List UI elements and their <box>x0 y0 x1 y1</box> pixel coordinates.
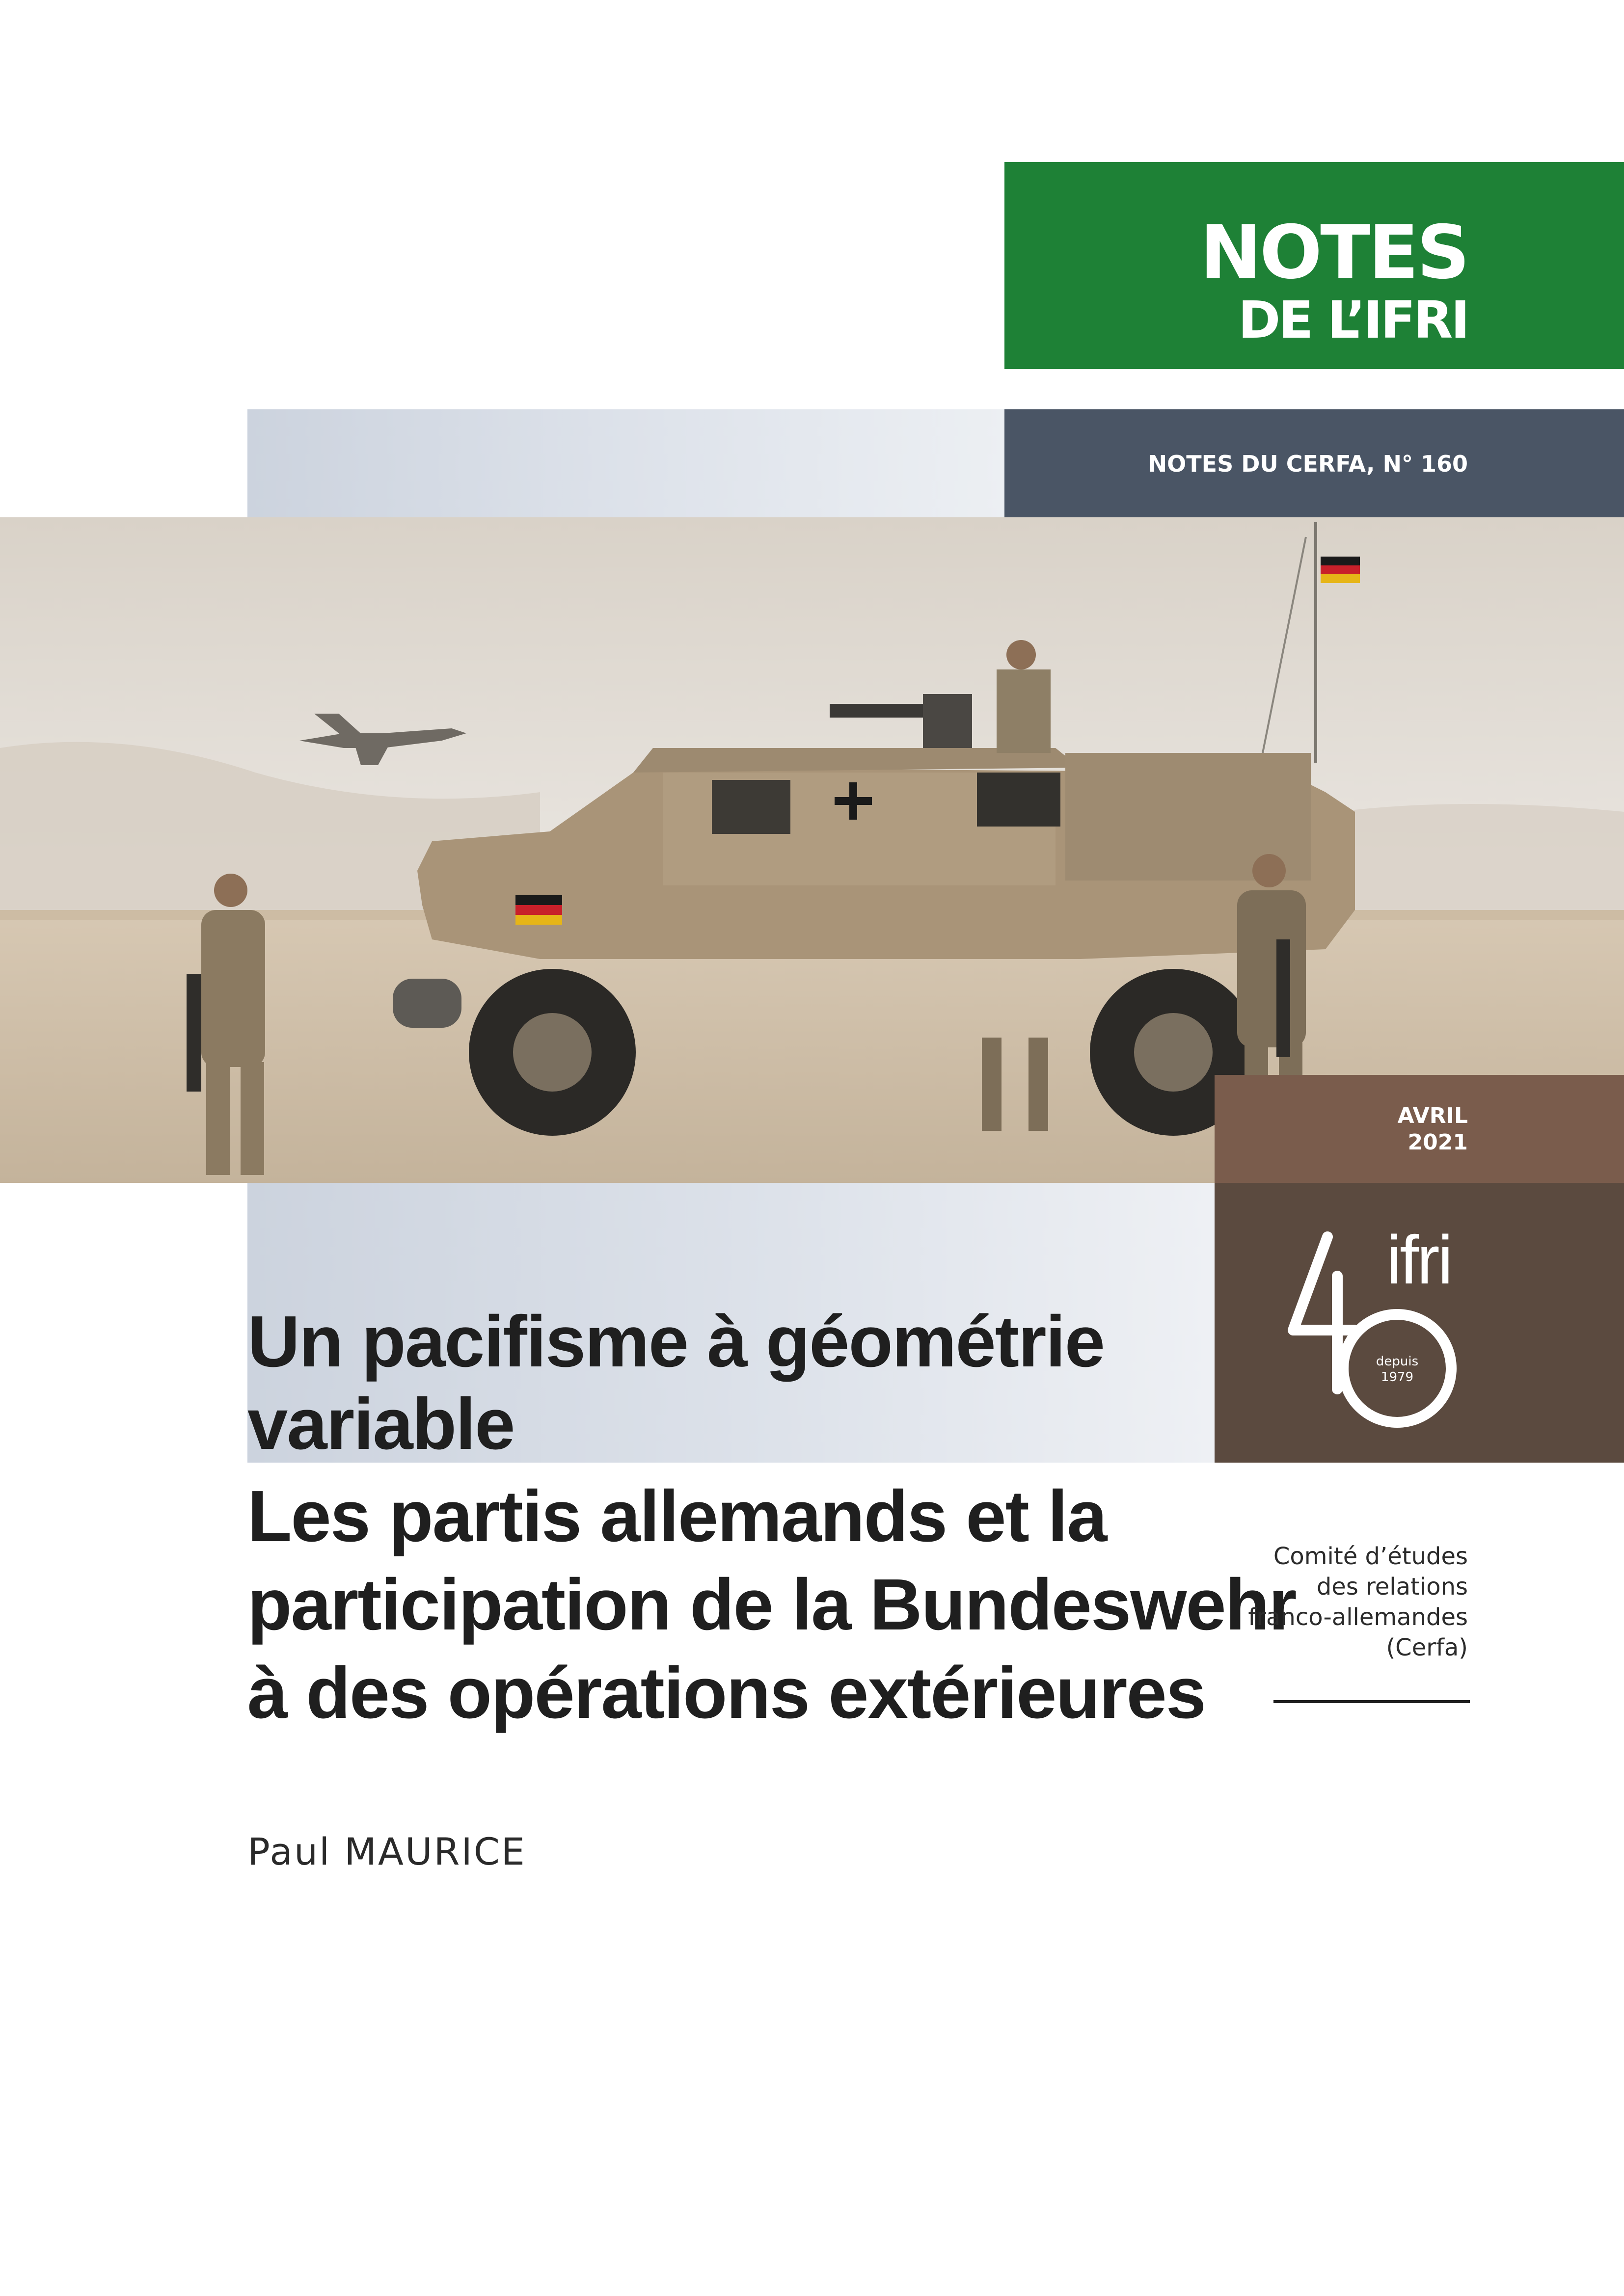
series-label: NOTES DU CERFA, N° 160 <box>1148 451 1468 477</box>
ifri-logo <box>1215 1183 1624 1463</box>
main-title <box>247 1301 1210 1466</box>
committee-line: Comité d’études <box>1273 1543 1468 1570</box>
committee-line: franco-allemandes <box>1248 1603 1468 1631</box>
brand-block <box>1004 162 1624 369</box>
author-name: Paul MAURICE <box>247 1830 526 1873</box>
logo-since-year: 1979 <box>1380 1370 1414 1385</box>
main-title-line: variable <box>247 1384 514 1465</box>
subtitle <box>247 1472 1296 1737</box>
brand-title-line1: NOTES <box>1200 210 1468 295</box>
brand-title-line2: DE L’IFRI <box>1238 290 1468 350</box>
ifri-40-logo-block <box>1215 1183 1624 1463</box>
date-year: 2021 <box>1407 1130 1468 1155</box>
series-block <box>1004 409 1624 517</box>
main-title-line: Un pacifisme à géométrie <box>247 1301 1105 1382</box>
committee-line: des relations <box>1316 1573 1468 1601</box>
subtitle-line: participation de la Bundeswehr <box>247 1564 1296 1645</box>
committee-divider <box>1273 1700 1470 1703</box>
date-block <box>1215 1075 1624 1183</box>
date-month: AVRIL <box>1397 1103 1468 1128</box>
logo-since-label: depuis <box>1376 1354 1419 1369</box>
subtitle-line: à des opérations extérieures <box>247 1653 1206 1734</box>
logo-name: ifri <box>1386 1221 1451 1298</box>
series-gradient-band <box>247 409 1004 517</box>
committee-name <box>1129 1541 1468 1663</box>
subtitle-line: Les partis allemands et la <box>247 1476 1107 1557</box>
committee-line: (Cerfa) <box>1386 1634 1468 1661</box>
